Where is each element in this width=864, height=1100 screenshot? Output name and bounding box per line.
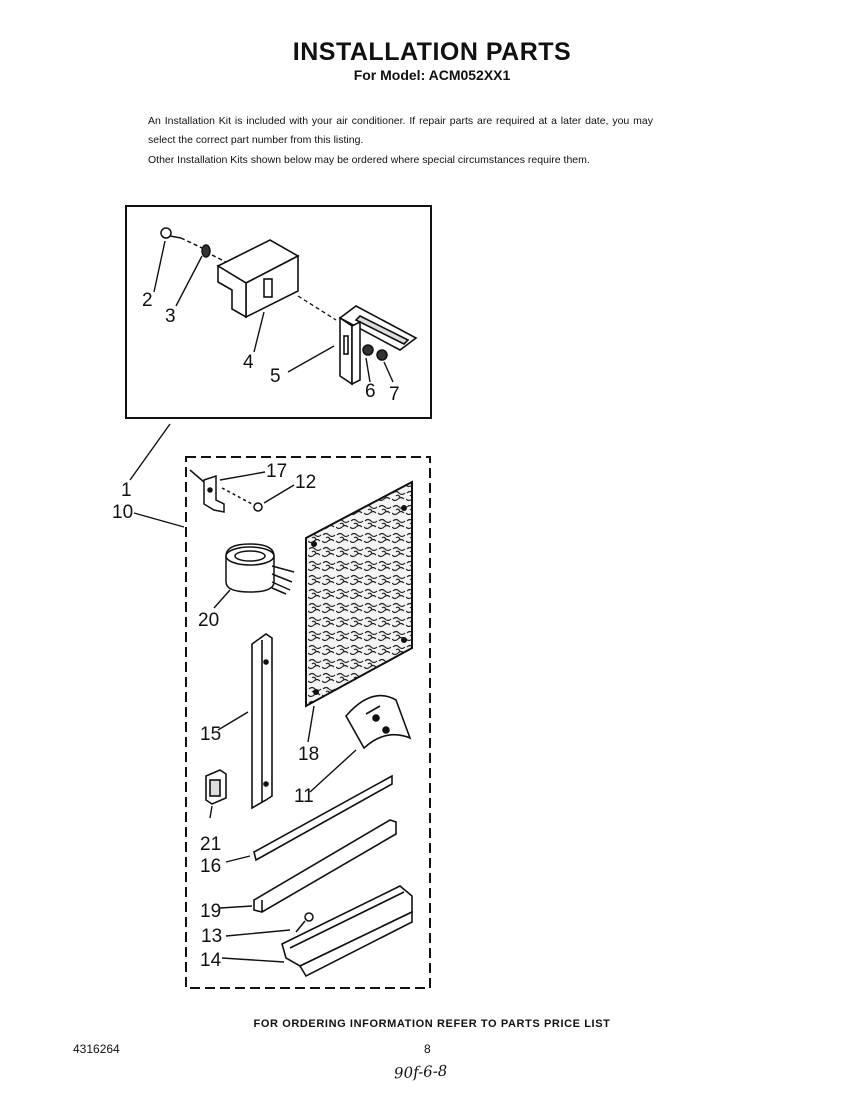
callout-10: 10	[112, 502, 134, 523]
callout-12: 12	[295, 472, 317, 493]
callout-6: 6	[365, 381, 376, 402]
ordering-note: FOR ORDERING INFORMATION REFER TO PARTS PRICE LIST	[253, 1018, 611, 1030]
block-part-21	[206, 770, 226, 804]
callout-3: 3	[165, 306, 176, 327]
nut-part-6	[363, 345, 373, 355]
callout-16: 16	[200, 856, 222, 877]
callout-17: 17	[266, 461, 288, 482]
foam-panel-part-18	[306, 482, 412, 706]
nut-part-7	[377, 350, 387, 360]
screw-part-12	[254, 503, 262, 511]
callout-11: 11	[294, 786, 314, 807]
latch-part-11	[346, 696, 410, 748]
callout-5: 5	[270, 366, 281, 387]
callout-20: 20	[198, 610, 220, 631]
callout-19: 19	[200, 901, 222, 922]
document-number: 4316264	[73, 1042, 120, 1056]
model-subtitle: For Model: ACM052XX1	[353, 67, 511, 83]
callout-1: 1	[121, 480, 132, 501]
intro-paragraph-1: An Installation Kit is included with your air conditioner. If repair parts are required at a later date, you may select the correct part number from this listing.	[148, 115, 653, 146]
callout-14: 14	[200, 950, 222, 971]
callout-2: 2	[142, 290, 153, 311]
callout-21: 21	[200, 834, 222, 855]
callout-15: 15	[200, 724, 222, 745]
channel-part-15	[252, 634, 272, 808]
handwritten-note: 90f-6-8	[393, 1061, 448, 1083]
screw-part-2	[161, 228, 202, 248]
rail-part-14	[282, 886, 412, 976]
intro-paragraph-2: Other Installation Kits shown below may be ordered where special circumstances require them.	[148, 154, 590, 166]
callout-13: 13	[201, 926, 223, 947]
callout-7: 7	[389, 384, 400, 405]
bracket-part-5	[340, 306, 416, 384]
bracket-cover-part-4	[218, 240, 298, 317]
washer-part-3	[202, 245, 226, 262]
callout-4: 4	[243, 352, 254, 373]
callout-18: 18	[298, 744, 320, 765]
page-number: 8	[424, 1042, 431, 1056]
page-title: INSTALLATION PARTS	[292, 38, 572, 66]
foam-roll-part-20	[226, 544, 294, 594]
